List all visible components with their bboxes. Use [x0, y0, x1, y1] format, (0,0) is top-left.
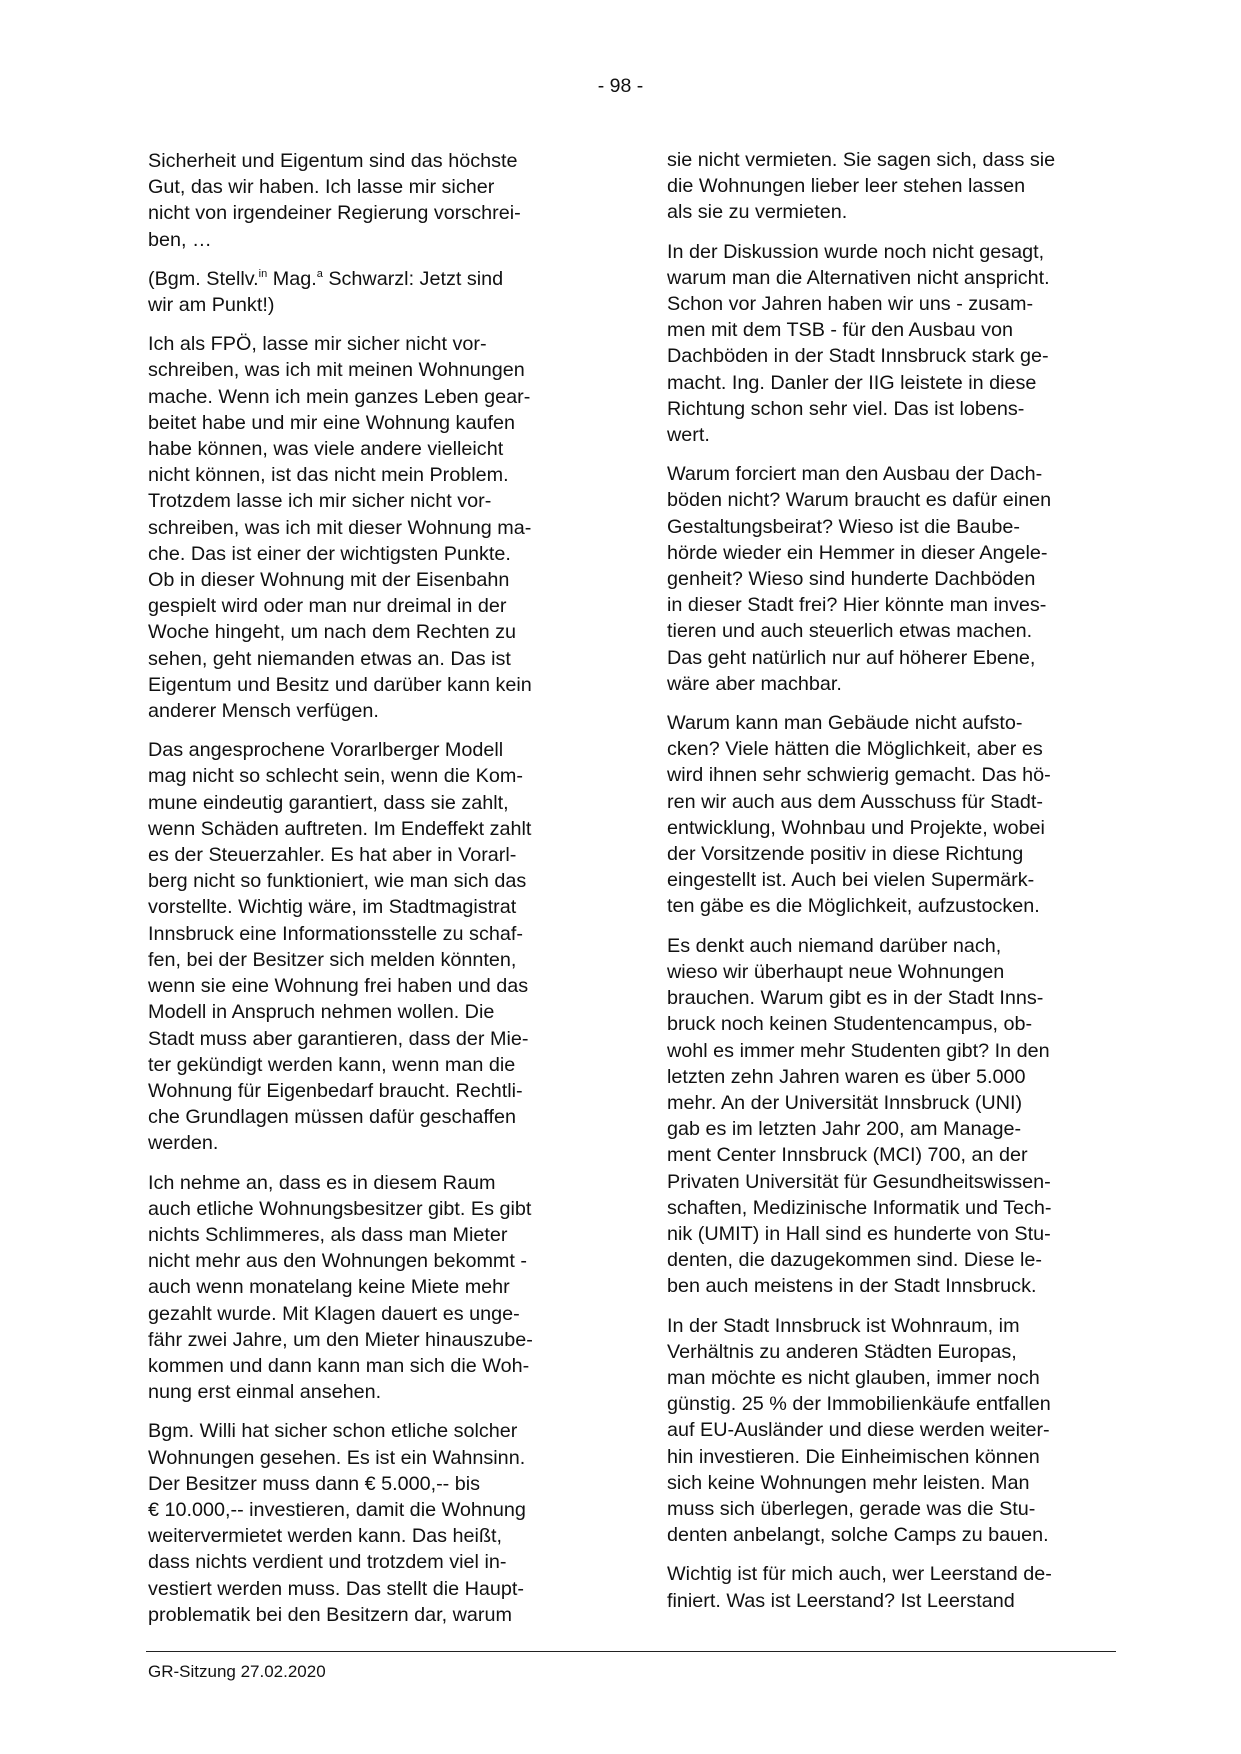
text-line: nichts Schlimmeres, als dass man Mieter	[148, 1223, 508, 1246]
text-line: nicht mehr aus den Wohnungen bekommt -	[148, 1250, 527, 1273]
text-line: Dachböden in der Stadt Innsbruck stark ge-	[667, 345, 1049, 368]
text-fragment: Mag.	[267, 267, 317, 290]
text-line: che. Das ist einer der wichtigsten Punkte.	[148, 542, 511, 565]
text-line: Gestaltungsbeirat? Wieso ist die Baube-	[667, 515, 1020, 538]
text-line: ben, …	[148, 228, 212, 251]
text-line: men mit dem TSB - für den Ausbau von	[667, 319, 1013, 342]
text-line: hin investieren. Die Einheimischen können	[667, 1445, 1040, 1468]
text-line: vestiert werden muss. Das stellt die Haupt-	[148, 1577, 524, 1600]
text-line: weitervermietet werden kann. Das heißt,	[148, 1525, 503, 1548]
footer-session-date: GR-Sitzung 27.02.2020	[148, 1662, 326, 1681]
right-column	[667, 147, 1115, 1627]
text-line: Es denkt auch niemand darüber nach,	[667, 934, 1002, 957]
text-line: € 10.000,-- investieren, damit die Wohnung	[148, 1498, 526, 1521]
paragraph	[148, 737, 596, 1156]
text-line: denten, die dazugekommen sind. Diese le-	[667, 1249, 1042, 1272]
text-line: sie nicht vermieten. Sie sagen sich, dass sie	[667, 149, 1056, 171]
text-line: ten gäbe es die Möglichkeit, aufzustocken.	[667, 895, 1040, 918]
text-line: anderer Mensch verfügen.	[148, 700, 379, 723]
text-line: mehr. An der Universität Innsbruck (UNI)	[667, 1091, 1023, 1114]
text-line: als sie zu vermieten.	[667, 201, 848, 224]
text-line: In der Diskussion wurde noch nicht gesagt,	[667, 240, 1045, 263]
text-line: nik (UMIT) in Hall sind es hunderte von Stu-	[667, 1222, 1051, 1245]
text-line: auf EU-Ausländer und diese werden weiter-	[667, 1419, 1050, 1442]
text-line: sehen, geht niemanden etwas an. Das ist	[148, 647, 511, 670]
text-line: letzten zehn Jahren waren es über 5.000	[667, 1065, 1026, 1088]
text-line: Gut, das wir haben. Ich lasse mir sicher	[148, 176, 495, 199]
text-line: wert.	[667, 424, 710, 447]
paragraph	[667, 147, 1115, 226]
text-line: ter gekündigt werden kann, wenn man die	[148, 1053, 516, 1076]
text-line: Innsbruck eine Informationsstelle zu schaf-	[148, 922, 523, 945]
text-line: nicht können, ist das nicht mein Problem.	[148, 464, 509, 487]
text-line: sich keine Wohnungen mehr leisten. Man	[667, 1471, 1030, 1494]
paragraph	[667, 1313, 1115, 1549]
text-line: kommen und dann kann man sich die Woh-	[148, 1354, 530, 1377]
text-line: Bgm. Willi hat sicher schon etliche solcher	[148, 1420, 518, 1443]
text-line: mache. Wenn ich mein ganzes Leben gear-	[148, 385, 531, 408]
text-line: problematik bei den Besitzern dar, warum	[148, 1603, 512, 1626]
text-line: Trotzdem lasse ich mir sicher nicht vor-	[148, 490, 492, 513]
text-line: fen, bei der Besitzer sich melden könnten,	[148, 948, 517, 971]
text-line: ben auch meistens in der Stadt Innsbruck.	[667, 1275, 1037, 1298]
text-line: Wohnungen gesehen. Es ist ein Wahnsinn.	[148, 1446, 526, 1469]
text-line: mune eindeutig garantiert, dass sie zahlt,	[148, 791, 509, 814]
page-number: - 98 -	[597, 75, 644, 97]
text-line: ren wir auch aus dem Ausschuss für Stadt-	[667, 790, 1044, 813]
superscript: in	[258, 267, 268, 280]
text-line: Woche hingeht, um nach dem Rechten zu	[148, 621, 517, 644]
text-line: Ich nehme an, dass es in diesem Raum	[148, 1171, 496, 1194]
text-line: der Vorsitzende positiv in diese Richtung	[667, 843, 1024, 866]
text-line: gespielt wird oder man nur dreimal in der	[148, 595, 507, 618]
text-fragment: Schwarzl: Jetzt sind	[322, 267, 504, 290]
paragraph	[148, 331, 596, 724]
text-fragment: (Bgm. Stellv.	[148, 267, 259, 290]
text-line: ment Center Innsbruck (MCI) 700, an der	[667, 1144, 1028, 1167]
text-line: fähr zwei Jahre, um den Mieter hinauszube-	[148, 1328, 533, 1351]
text-line: entwicklung, Wohnbau und Projekte, wobei	[667, 816, 1045, 839]
text-line: Richtung schon sehr viel. Das ist lobens-	[667, 397, 1025, 420]
paragraph	[667, 1561, 1115, 1613]
text-line: gezahlt wurde. Mit Klagen dauert es unge-	[148, 1302, 520, 1325]
text-line: Warum forciert man den Ausbau der Dach-	[667, 463, 1043, 486]
text-line: die Wohnungen lieber leer stehen lassen	[667, 175, 1026, 198]
paragraph	[148, 1418, 596, 1628]
text-line: wäre aber machbar.	[667, 672, 842, 695]
text-line: tieren und auch steuerlich etwas machen.	[667, 620, 1033, 643]
interjection	[148, 266, 596, 318]
text-line: wird ihnen sehr schwierig gemacht. Das hö-	[667, 764, 1051, 787]
text-line: werden.	[148, 1132, 219, 1155]
text-line: Der Besitzer muss dann € 5.000,-- bis	[148, 1472, 481, 1495]
text-line: nung erst einmal ansehen.	[148, 1381, 382, 1404]
paragraph	[667, 461, 1115, 697]
text-line: wir am Punkt!)	[148, 294, 275, 317]
text-line: denten anbelangt, solche Camps zu bauen.	[667, 1524, 1049, 1547]
paragraph	[667, 710, 1115, 920]
text-line: Das geht natürlich nur auf höherer Ebene,	[667, 646, 1036, 669]
text-line: nicht von irgendeiner Regierung vorschrei-	[148, 202, 521, 225]
text-line: Eigentum und Besitz und darüber kann kein	[148, 673, 532, 696]
text-line: Warum kann man Gebäude nicht aufsto-	[667, 712, 1023, 735]
text-line: in dieser Stadt frei? Hier könnte man inves-	[667, 594, 1047, 617]
text-line: hörde wieder ein Hemmer in dieser Angele-	[667, 541, 1048, 564]
paragraph	[667, 933, 1115, 1300]
text-line: auch etliche Wohnungsbesitzer gibt. Es gibt	[148, 1197, 532, 1220]
text-line: finiert. Was ist Leerstand? Ist Leerstand	[667, 1589, 1015, 1612]
text-line: es der Steuerzahler. Es hat aber in Vorarl-	[148, 844, 517, 867]
text-line: bruck noch keinen Studentencampus, ob-	[667, 1013, 1033, 1036]
text-line: habe können, was viele andere vielleicht	[148, 438, 504, 461]
text-line: macht. Ing. Danler der IIG leistete in diese	[667, 371, 1037, 394]
text-line: Wichtig ist für mich auch, wer Leerstand de-	[667, 1563, 1052, 1586]
left-column	[148, 148, 596, 1641]
text-line: auch wenn monatelang keine Miete mehr	[148, 1276, 510, 1299]
text-line: Verhältnis zu anderen Städten Europas,	[667, 1340, 1017, 1363]
text-line: dass nichts verdient und trotzdem viel in-	[148, 1551, 507, 1574]
text-line: Sicherheit und Eigentum sind das höchste	[148, 150, 518, 172]
text-line: brauchen. Warum gibt es in der Stadt Inns-	[667, 987, 1044, 1010]
text-line: man möchte es nicht glauben, immer noch	[667, 1366, 1040, 1389]
text-line: wohl es immer mehr Studenten gibt? In den	[667, 1039, 1050, 1062]
text-line: Wohnung für Eigenbedarf braucht. Rechtli-	[148, 1079, 523, 1102]
text-line: wenn sie eine Wohnung frei haben und das	[148, 975, 529, 998]
text-line: genheit? Wieso sind hunderte Dachböden	[667, 568, 1036, 591]
text-line: vorstellte. Wichtig wäre, im Stadtmagistrat	[148, 896, 517, 919]
text-line: che Grundlagen müssen dafür geschaffen	[148, 1106, 517, 1129]
text-line: schreiben, was ich mit dieser Wohnung ma-	[148, 516, 532, 539]
text-line: In der Stadt Innsbruck ist Wohnraum, im	[667, 1314, 1020, 1337]
text-line: berg nicht so funktioniert, wie man sich das	[148, 870, 527, 893]
footer-divider	[146, 1651, 1116, 1652]
paragraph	[148, 148, 596, 253]
text-line: Modell in Anspruch nehmen wollen. Die	[148, 1001, 495, 1024]
text-line: Ich als FPÖ, lasse mir sicher nicht vor-	[148, 333, 487, 356]
text-line: günstig. 25 % der Immobilienkäufe entfallen	[667, 1393, 1051, 1416]
paragraph	[667, 239, 1115, 449]
text-line: böden nicht? Warum braucht es dafür einen	[667, 489, 1052, 512]
superscript: a	[316, 267, 323, 280]
text-line: Privaten Universität für Gesundheitswissen-	[667, 1170, 1051, 1193]
text-line: Stadt muss aber garantieren, dass der Mie-	[148, 1027, 529, 1050]
text-line: Schon vor Jahren haben wir uns - zusam-	[667, 293, 1034, 316]
text-line: eingestellt ist. Auch bei vielen Supermärk-	[667, 869, 1035, 892]
text-line: muss sich überlegen, gerade was die Stu-	[667, 1497, 1036, 1520]
text-line: wenn Schäden auftreten. Im Endeffekt zahlt	[148, 817, 532, 840]
text-line: cken? Viele hätten die Möglichkeit, aber es	[667, 738, 1043, 761]
text-line	[148, 266, 596, 292]
paragraph	[148, 1170, 596, 1406]
text-line: mag nicht so schlecht sein, wenn die Kom-	[148, 765, 523, 788]
text-line: beitet habe und mir eine Wohnung kaufen	[148, 411, 515, 434]
text-line: gab es im letzten Jahr 200, am Manage-	[667, 1118, 1022, 1141]
text-line: schaften, Medizinische Informatik und Tech-	[667, 1196, 1052, 1219]
text-line: Ob in dieser Wohnung mit der Eisenbahn	[148, 569, 510, 592]
text-line: warum man die Alternativen nicht anspricht.	[667, 266, 1050, 289]
text-line: schreiben, was ich mit meinen Wohnungen	[148, 359, 525, 382]
text-line: Das angesprochene Vorarlberger Modell	[148, 739, 504, 762]
text-line: wieso wir überhaupt neue Wohnungen	[667, 960, 1005, 983]
